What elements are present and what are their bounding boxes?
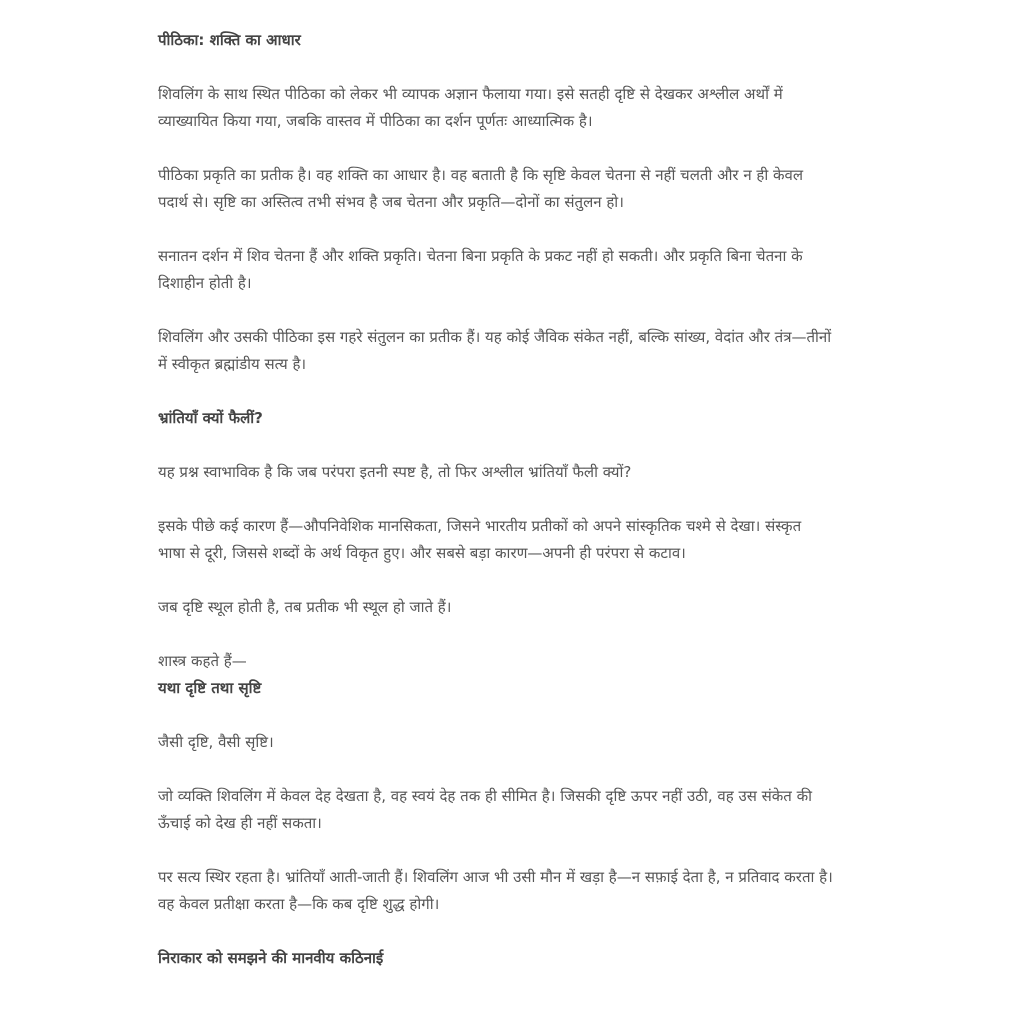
section-heading-pithika: पीठिका: शक्ति का आधार	[158, 31, 301, 49]
article-body	[158, 27, 878, 999]
section-heading-bhrantiyan: भ्रांतियाँ क्यों फैलीं?	[158, 409, 263, 427]
paragraph-10: पर सत्य स्थिर रहता है। भ्रांतियाँ आती-जाती हैं। शिवलिंग आज भी उसी मौन में खड़ा है—न सफ़ाई देता है, न प्रतिवाद करता है। वह केवल प्रतीक्षा करता है—कि कब दृष्टि शुद्ध होगी।	[158, 868, 833, 913]
section-heading-nirakar: निराकार को समझने की मानवीय कठिनाई	[158, 949, 384, 967]
quote-intro: शास्त्र कहते हैं—	[158, 652, 247, 670]
paragraph-3: सनातन दर्शन में शिव चेतना हैं और शक्ति प्रकृति। चेतना बिना प्रकृति के प्रकट नहीं हो सकती। और प्रकृति बिना चेतना के दिशाहीन होती है।	[158, 247, 803, 292]
paragraph-9: जो व्यक्ति शिवलिंग में केवल देह देखता है, वह स्वयं देह तक ही सीमित है। जिसकी दृष्टि ऊपर नहीं उठी, वह उस संकेत की ऊँचाई को देख ही नहीं सकता।	[158, 787, 813, 832]
paragraph-5: यह प्रश्न स्वाभाविक है कि जब परंपरा इतनी स्पष्ट है, तो फिर अश्लील भ्रांतियाँ फैली क्यों?	[158, 463, 632, 481]
paragraph-7: जब दृष्टि स्थूल होती है, तब प्रतीक भी स्थूल हो जाते हैं।	[158, 598, 452, 616]
paragraph-4: शिवलिंग और उसकी पीठिका इस गहरे संतुलन का प्रतीक हैं। यह कोई जैविक संकेत नहीं, बल्कि सांख्य, वेदांत और तंत्र—तीनों में स्वीकृत ब्रह्मांडीय सत्य है।	[158, 328, 832, 373]
scripture-quote: यथा दृष्टि तथा सृष्टि	[158, 679, 262, 697]
paragraph-2: पीठिका प्रकृति का प्रतीक है। वह शक्ति का आधार है। वह बताती है कि सृष्टि केवल चेतना से नहीं चलती और न ही केवल पदार्थ से। सृष्टि का अस्तित्व तभी संभव है जब चेतना और प्रकृति—दोनों का संतुलन हो।	[158, 166, 804, 211]
paragraph-6: इसके पीछे कई कारण हैं—औपनिवेशिक मानसिकता, जिसने भारतीय प्रतीकों को अपने सांस्कृतिक चश्मे से देखा। संस्कृत भाषा से दूरी, जिससे शब्दों के अर्थ विकृत हुए। और सबसे बड़ा कारण—अपनी ही परंपरा से कटाव।	[158, 517, 802, 562]
paragraph-8: जैसी दृष्टि, वैसी सृष्टि।	[158, 733, 274, 751]
paragraph-1: शिवलिंग के साथ स्थित पीठिका को लेकर भी व्यापक अज्ञान फैलाया गया। इसे सतही दृष्टि से देखकर अश्लील अर्थों में व्याख्यायित किया गया, जबकि वास्तव में पीठिका का दर्शन पूर्णतः आध्यात्मिक है।	[158, 85, 783, 130]
